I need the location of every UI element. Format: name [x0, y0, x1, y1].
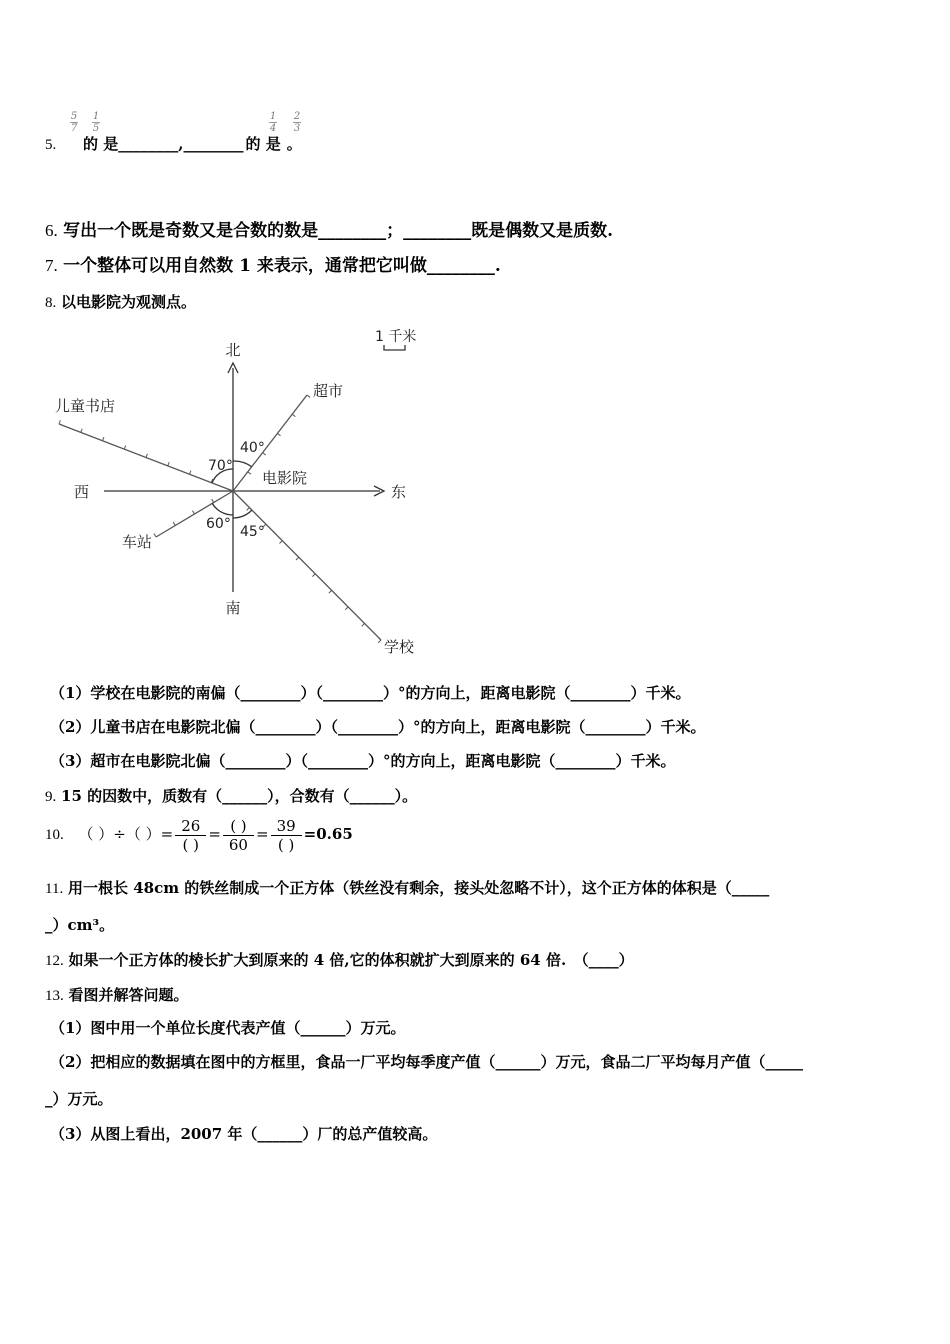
question-text: 看图并解答问题。 — [68, 986, 189, 1004]
label-west: 西 — [74, 483, 90, 501]
question-text[interactable]: 一个整体可以用自然数 1 来表示，通常把它叫做________. — [63, 256, 501, 276]
period: 。 — [286, 135, 302, 153]
question-text[interactable]: _）cm³。 — [45, 916, 115, 934]
question-8-sub-3[interactable] — [45, 751, 675, 771]
question-number: 12. — [45, 953, 64, 969]
question-text[interactable]: 如果一个正方体的棱长扩大到原来的 4 倍,它的体积就扩大到原来的 64 倍. （____） — [68, 951, 634, 969]
question-12 — [45, 950, 634, 971]
label-east: 东 — [391, 483, 407, 501]
question-number: 11. — [45, 881, 64, 897]
question-10 — [45, 814, 353, 855]
question-number: 8. — [45, 295, 57, 311]
question-13-sub-1[interactable] — [45, 1018, 405, 1038]
label-south: 南 — [225, 599, 241, 617]
arc-60 — [212, 503, 233, 515]
fraction-numerator: 39 — [271, 817, 302, 836]
comma: , — [178, 135, 184, 153]
fraction-denominator: 5 — [92, 123, 100, 134]
sub-question-text[interactable]: （3）超市在电影院北偏（________）（________）°的方向上，距离电影院（________）千米。 — [50, 752, 676, 770]
question-11-cont — [45, 915, 114, 935]
scale-label: 1 千米 — [375, 329, 417, 345]
question-text: 的 是 — [245, 135, 281, 153]
question-text[interactable]: 15 的因数中，质数有（______），合数有（______）。 — [61, 787, 418, 805]
arc-40 — [233, 461, 252, 467]
sub-question-text[interactable]: （3）从图上看出，2007 年（______）厂的总产值较高。 — [50, 1125, 438, 1143]
arc-45 — [233, 510, 252, 518]
fraction-denominator: 4 — [269, 123, 277, 134]
question-text[interactable]: 写出一个既是奇数又是合数的数是________；________既是偶数又是质数. — [63, 221, 614, 241]
question-13 — [45, 985, 189, 1006]
ray-school — [233, 491, 381, 640]
fraction-39-over-blank[interactable] — [271, 817, 302, 854]
fraction-denominator: 7 — [70, 123, 78, 134]
question-number: 5. — [45, 137, 57, 153]
question-13-sub-2[interactable] — [45, 1052, 803, 1072]
fraction-numerator: 5 — [70, 111, 78, 122]
question-number: 10. — [45, 827, 64, 843]
question-number: 9. — [45, 789, 57, 805]
equals-sign: = — [255, 825, 269, 843]
fraction-numerator: 2 — [293, 111, 301, 122]
label-supermarket: 超市 — [313, 382, 344, 400]
question-number: 7. — [45, 256, 58, 275]
question-13-sub-3[interactable] — [45, 1124, 437, 1144]
question-8-sub-2[interactable] — [45, 717, 705, 737]
question-9 — [45, 786, 417, 807]
fraction-blank-over-60[interactable] — [223, 817, 254, 854]
question-11 — [45, 878, 769, 899]
question-8-sub-1[interactable] — [45, 683, 690, 703]
scale-bracket — [384, 345, 405, 350]
question-text[interactable]: 用一根长 48cm 的铁丝制成一个正方体（铁丝没有剩余，接头处忽略不计），这个正方体的体积是（_____ — [67, 879, 770, 897]
sub-question-text[interactable]: （2）把相应的数据填在图中的方框里，食品一厂平均每季度产值（______）万元，食品二厂平均每月产值（_____ — [50, 1053, 803, 1071]
sub-question-text[interactable]: （1）图中用一个单位长度代表产值（______）万元。 — [50, 1019, 406, 1037]
question-number: 6. — [45, 221, 58, 240]
question-number: 13. — [45, 988, 64, 1004]
sub-question-text[interactable]: （1）学校在电影院的南偏（________）（________）°的方向上，距离电影院（________）千米。 — [50, 684, 691, 702]
fraction-denominator: 60 — [228, 835, 248, 854]
fraction-numerator: 1 — [269, 111, 277, 122]
fraction-denominator[interactable]: ( ) — [277, 835, 295, 854]
label-north: 北 — [225, 341, 241, 359]
label-bookstore: 儿童书店 — [55, 397, 116, 415]
fraction-numerator: 1 — [92, 111, 100, 122]
answer-blank[interactable]: ________ — [118, 135, 179, 153]
sub-question-text[interactable]: （2）儿童书店在电影院北偏（________）（________）°的方向上，距离电影院（________）千米。 — [50, 718, 706, 736]
result-value: =0.65 — [303, 825, 353, 843]
fraction-denominator[interactable]: ( ) — [182, 835, 199, 854]
question-text: 以电影院为观测点。 — [61, 293, 197, 311]
label-station: 车站 — [122, 533, 153, 551]
angle-label-40: 40° — [240, 440, 265, 456]
fraction-numerator: 26 — [175, 817, 206, 836]
sub-question-text[interactable]: _）万元。 — [45, 1090, 113, 1108]
label-school: 学校 — [384, 638, 415, 656]
label-cinema: 电影院 — [262, 469, 308, 487]
answer-blank[interactable]: ________ — [183, 135, 244, 153]
angle-label-60: 60° — [206, 516, 231, 532]
equals-sign: = — [208, 825, 221, 843]
division-expression[interactable]: （ ）÷（ ）= — [78, 825, 174, 843]
fraction-numerator[interactable]: ( ) — [223, 817, 254, 836]
angle-label-70: 70° — [208, 458, 233, 474]
angle-label-45: 45° — [240, 524, 265, 540]
question-13-sub-2-cont[interactable] — [45, 1089, 113, 1109]
question-text: 的 是 — [83, 135, 119, 153]
fraction-denominator: 3 — [293, 123, 301, 134]
fraction-26-over-blank[interactable] — [175, 817, 206, 854]
